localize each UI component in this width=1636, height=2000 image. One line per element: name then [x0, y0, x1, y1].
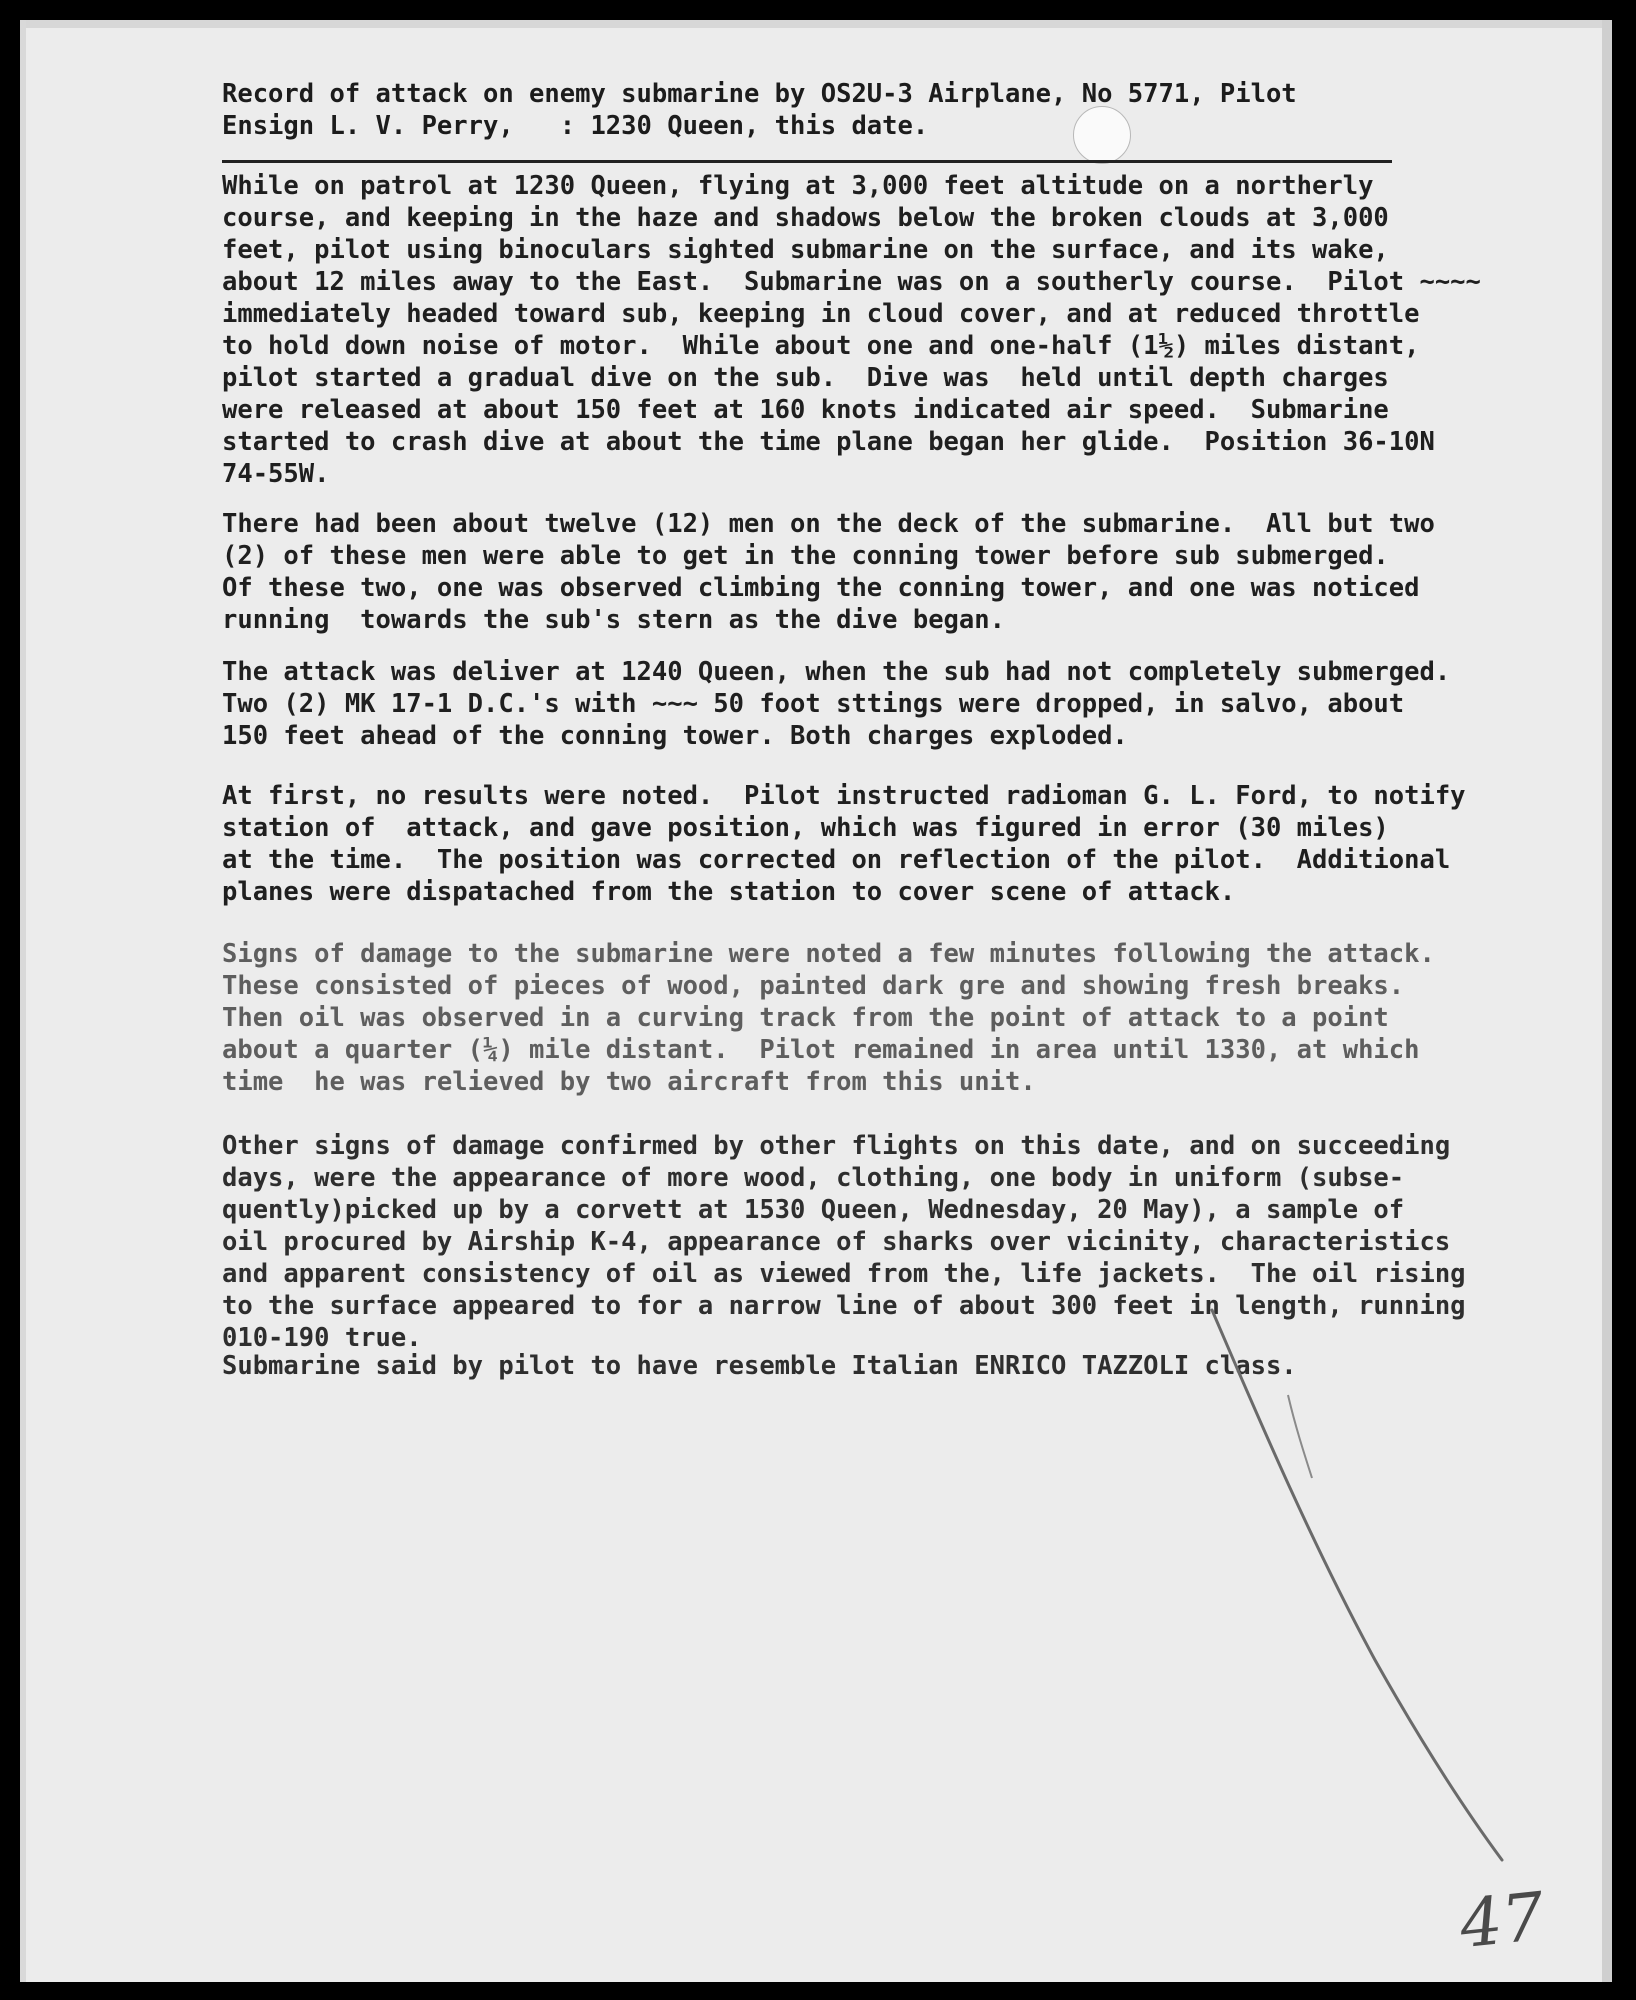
paragraph-2-line-3: Of these two, one was observed climbing the conning tower, and one was noticed [222, 573, 1420, 603]
paragraph-6-line-4: oil procured by Airship K-4, appearance of sharks over vicinity, characteristics [222, 1227, 1451, 1257]
paragraph-5-line-5: time he was relieved by two aircraft from this unit. [222, 1067, 1036, 1097]
paragraph-5-line-3: Then oil was observed in a curving track from the point of attack to a point [222, 1003, 1389, 1033]
paragraph-6-line-5: and apparent consistency of oil as viewed from the, life jackets. The oil rising [222, 1259, 1466, 1289]
paragraph-1-line-7: pilot started a gradual dive on the sub. Dive was held until depth charges [222, 363, 1389, 393]
paragraph-3-line-1: The attack was deliver at 1240 Queen, when the sub had not completely submerged. [222, 657, 1451, 687]
paragraph-1-line-5: immediately headed toward sub, keeping in cloud cover, and at reduced throttle [222, 299, 1420, 329]
paragraph-1-line-3: feet, pilot using binoculars sighted submarine on the surface, and its wake, [222, 235, 1389, 265]
paragraph-7-line-1: Submarine said by pilot to have resemble Italian ENRICO TAZZOLI class. [222, 1351, 1297, 1381]
header-line-1: Record of attack on enemy submarine by OS2U-3 Airplane, No 5771, Pilot [222, 79, 1297, 109]
paragraph-3-line-3: 150 feet ahead of the conning tower. Both charges exploded. [222, 721, 1128, 751]
paragraph-1-line-1: While on patrol at 1230 Queen, flying at 3,000 feet altitude on a northerly [222, 171, 1374, 201]
paragraph-4-line-3: at the time. The position was corrected on reflection of the pilot. Additional [222, 845, 1451, 875]
paragraph-6-line-6: to the surface appeared to for a narrow line of about 300 feet in length, running [222, 1291, 1466, 1321]
document-page [20, 20, 1612, 1982]
paragraph-4-line-4: planes were dispatached from the station to cover scene of attack. [222, 877, 1236, 907]
paragraph-1-line-10: 74-55W. [222, 459, 330, 489]
paragraph-5-line-4: about a quarter (¼) mile distant. Pilot remained in area until 1330, at which [222, 1035, 1420, 1065]
pencil-stroke-mark [20, 20, 1612, 1982]
paragraph-5-line-1: Signs of damage to the submarine were noted a few minutes following the attack. [222, 939, 1435, 969]
paragraph-6-line-2: days, were the appearance of more wood, clothing, one body in uniform (subse- [222, 1163, 1405, 1193]
paragraph-1-line-6: to hold down noise of motor. While about one and one-half (1½) miles distant, [222, 331, 1420, 361]
paragraph-1-line-9: started to crash dive at about the time plane began her glide. Position 36-10N [222, 427, 1435, 457]
paragraph-1-line-4: about 12 miles away to the East. Submarine was on a southerly course. Pilot ~~~~ [222, 267, 1481, 297]
paragraph-2-line-2: (2) of these men were able to get in the conning tower before sub submerged. [222, 541, 1389, 571]
paragraph-1-line-8: were released at about 150 feet at 160 knots indicated air speed. Submarine [222, 395, 1389, 425]
paragraph-2-line-1: There had been about twelve (12) men on the deck of the submarine. All but two [222, 509, 1435, 539]
paragraph-6-line-1: Other signs of damage confirmed by other flights on this date, and on succeeding [222, 1131, 1451, 1161]
paragraph-5-line-2: These consisted of pieces of wood, painted dark gre and showing fresh breaks. [222, 971, 1405, 1001]
handwritten-page-number: 47 [1456, 1877, 1548, 1964]
paragraph-4-line-2: station of attack, and gave position, which was figured in error (30 miles) [222, 813, 1389, 843]
paragraph-1-line-2: course, and keeping in the haze and shadows below the broken clouds at 3,000 [222, 203, 1389, 233]
header-line-2: Ensign L. V. Perry, : 1230 Queen, this date. [222, 111, 929, 141]
paragraph-2-line-4: running towards the sub's stern as the dive began. [222, 605, 1005, 635]
paragraph-6-line-3: quently)picked up by a corvett at 1530 Queen, Wednesday, 20 May), a sample of [222, 1195, 1405, 1225]
paragraph-4-line-1: At first, no results were noted. Pilot instructed radioman G. L. Ford, to notify [222, 781, 1466, 811]
paragraph-3-line-2: Two (2) MK 17-1 D.C.'s with ~~~ 50 foot sttings were dropped, in salvo, about [222, 689, 1405, 719]
paragraph-6-line-7: 010-190 true. [222, 1323, 422, 1353]
